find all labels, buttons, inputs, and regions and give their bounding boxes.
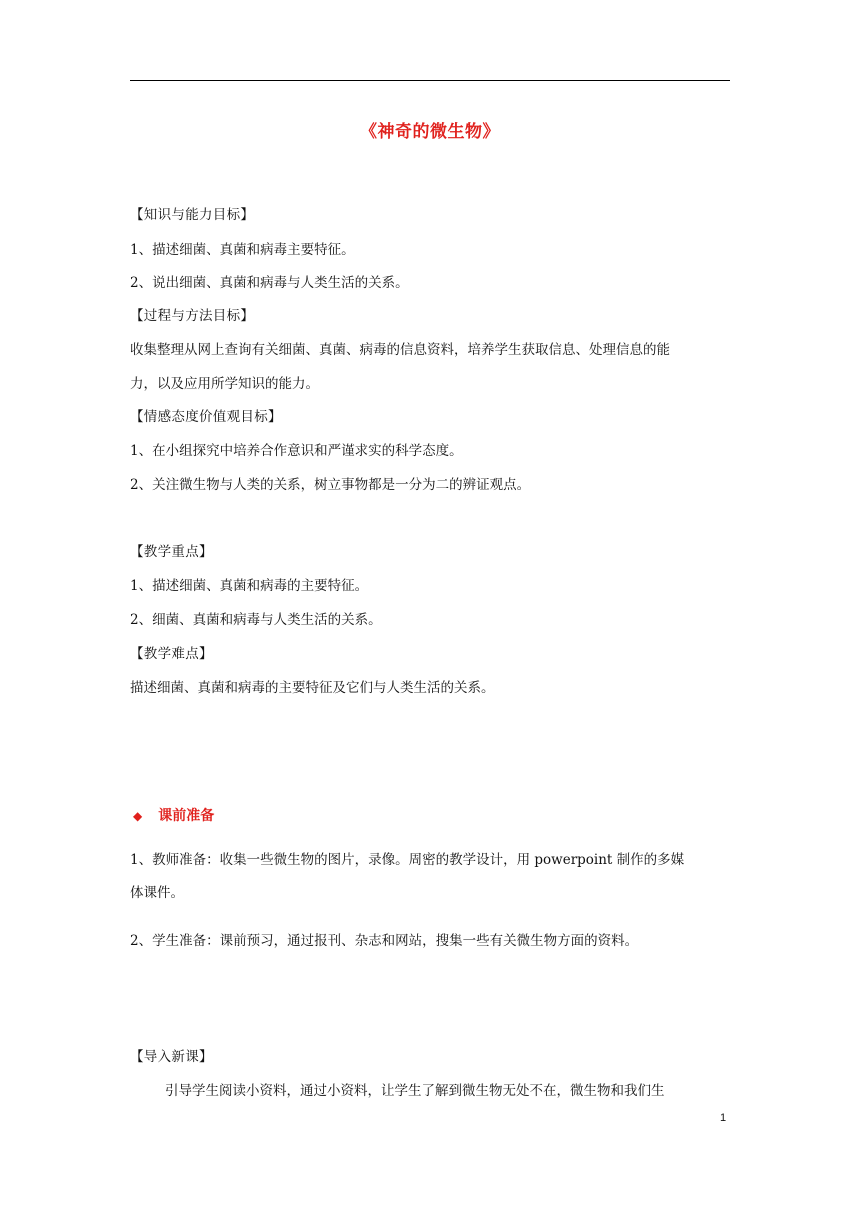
emotion-objective-2: 2、关注微生物与人类的关系，树立事物都是一分为二的辨证观点。 [130, 477, 531, 493]
knowledge-objective-1: 1、描述细菌、真菌和病毒主要特征。 [130, 242, 355, 258]
page-number: 1 [720, 1112, 727, 1124]
process-objective-line-2: 力，以及应用所学知识的能力。 [130, 376, 319, 392]
teaching-difficulty-heading: 【教学难点】 [130, 646, 213, 662]
teaching-difficulty-1: 描述细菌、真菌和病毒的主要特征及它们与人类生活的关系。 [130, 680, 495, 696]
student-preparation-line: 2、学生准备：课前预习，通过报刊、杂志和网站，搜集一些有关微生物方面的资料。 [130, 933, 639, 949]
emotion-objectives-heading: 【情感态度价值观目标】 [130, 409, 282, 425]
process-objective-line-1: 收集整理从网上查询有关细菌、真菌、病毒的信息资料，培养学生获取信息、处理信息的能 [130, 342, 670, 358]
intro-heading: 【导入新课】 [130, 1049, 213, 1065]
teaching-focus-1: 1、描述细菌、真菌和病毒的主要特征。 [130, 578, 369, 594]
teacher-preparation-line-2: 体课件。 [130, 885, 184, 901]
diamond-bullet-icon: ◆ [133, 809, 143, 823]
preparation-heading: 课前准备 [158, 808, 215, 824]
page-title: 《神奇的微生物》 [360, 122, 500, 142]
emotion-objective-1: 1、在小组探究中培养合作意识和严谨求实的科学态度。 [130, 443, 463, 459]
teaching-focus-2: 2、细菌、真菌和病毒与人类生活的关系。 [130, 612, 382, 628]
knowledge-objective-2: 2、说出细菌、真菌和病毒与人类生活的关系。 [130, 275, 409, 291]
teacher-preparation-line-1: 1、教师准备：收集一些微生物的图片，录像。周密的教学设计，用 powerpoint 制作的多媒 [130, 852, 685, 868]
preparation-heading-row [133, 805, 214, 825]
intro-paragraph-line-1: 引导学生阅读小资料，通过小资料，让学生了解到微生物无处不在，微生物和我们生 [165, 1083, 665, 1099]
header-rule [130, 80, 730, 81]
teaching-focus-heading: 【教学重点】 [130, 544, 213, 560]
process-objectives-heading: 【过程与方法目标】 [130, 308, 255, 324]
knowledge-objectives-heading: 【知识与能力目标】 [130, 207, 255, 223]
